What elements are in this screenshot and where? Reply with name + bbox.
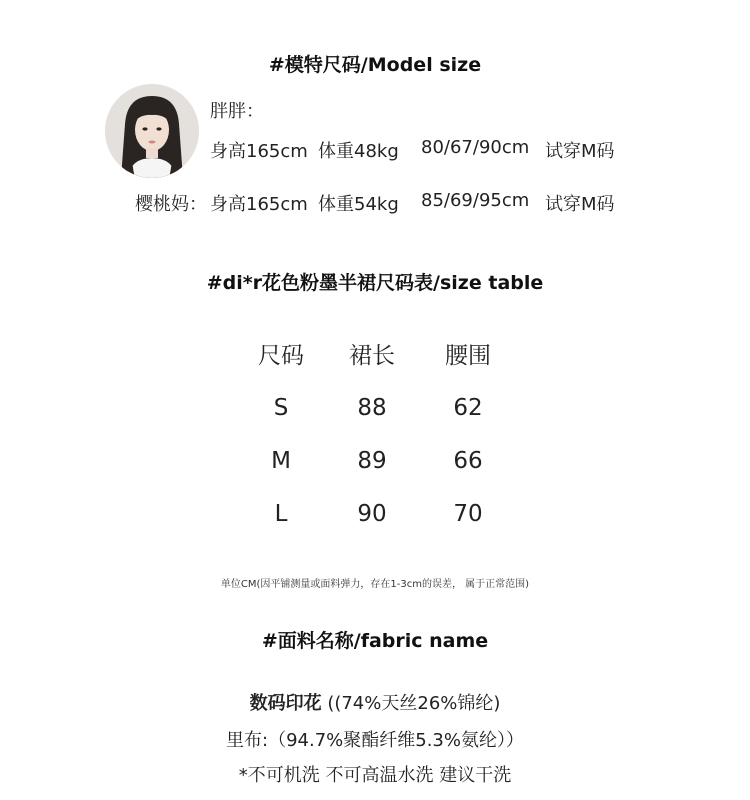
fabric-lining: 里布:（94.7%聚酯纤维5.3%氨纶））: [226, 730, 524, 751]
size-row-s-waist: 62: [453, 395, 483, 421]
fabric-main-label: 数码印花: [249, 693, 322, 714]
size-row-m-waist: 66: [453, 448, 483, 474]
fabric-main-value: ((74%天丝26%锦纶): [327, 693, 501, 714]
model-avatar: [105, 84, 199, 178]
model-1-height: 身高165cm: [210, 141, 308, 162]
model-1-tried-size: 试穿M码: [545, 141, 615, 162]
size-row-m-size: M: [271, 448, 291, 474]
model-size-title: #模特尺码/Model size: [268, 54, 482, 76]
model-2-height: 身高165cm: [210, 194, 308, 215]
model-1-measurements: 80/67/90cm: [421, 137, 530, 158]
size-table-note: 单位CM(因平铺测量或面料弹力，存在1-3cm的误差， 属于正常范围): [220, 579, 530, 590]
size-row-l-waist: 70: [453, 501, 483, 527]
size-row-s-size: S: [273, 395, 289, 421]
fabric-care: *不可机洗 不可高温水洗 建议干洗: [238, 765, 512, 786]
fabric-main-line: [0, 689, 750, 715]
size-header-length: 裙长: [349, 343, 395, 369]
fabric-title: #面料名称/fabric name: [261, 630, 489, 652]
size-row-m-length: 89: [357, 448, 387, 474]
size-row-s-length: 88: [357, 395, 387, 421]
size-header-size: 尺码: [258, 343, 304, 369]
size-header-waist: 腰围: [445, 343, 491, 369]
model-1-weight: 体重48kg: [318, 141, 399, 162]
size-table-title: #di*r花色粉墨半裙尺码表/size table: [206, 272, 544, 294]
model-2-name: 樱桃妈：: [135, 194, 207, 215]
model-2-weight: 体重54kg: [318, 194, 399, 215]
size-row-l-length: 90: [357, 501, 387, 527]
size-row-l-size: L: [274, 501, 288, 527]
model-2-tried-size: 试穿M码: [545, 194, 615, 215]
model-2-measurements: 85/69/95cm: [421, 190, 530, 211]
model-1-name: 胖胖：: [210, 101, 264, 122]
